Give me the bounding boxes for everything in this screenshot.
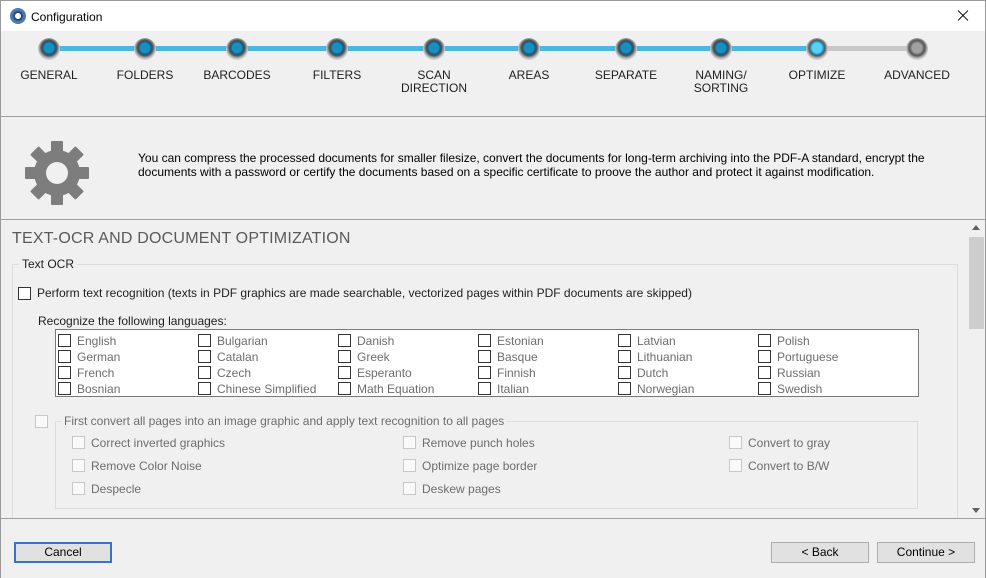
convert-to-bw-label: Convert to B/W xyxy=(748,459,830,473)
language-label: Estonian xyxy=(497,334,544,348)
language-checkbox[interactable] xyxy=(58,334,71,347)
language-label: Lithuanian xyxy=(637,350,693,364)
correct-inverted-label: Correct inverted graphics xyxy=(91,436,226,450)
language-checkbox[interactable] xyxy=(198,382,211,395)
deskew-pages-label: Deskew pages xyxy=(422,482,501,496)
gear-icon xyxy=(23,139,91,207)
language-checkbox[interactable] xyxy=(758,382,771,395)
step-label: OPTIMIZE xyxy=(788,68,846,82)
back-button[interactable]: < Back xyxy=(771,542,869,563)
cancel-button[interactable]: Cancel xyxy=(14,542,112,563)
step-filters[interactable] xyxy=(289,31,385,115)
language-checkbox[interactable] xyxy=(478,334,491,347)
language-list xyxy=(55,329,919,397)
convert-to-image-checkbox[interactable] xyxy=(35,415,48,428)
remove-punch-holes-checkbox[interactable] xyxy=(403,436,416,449)
language-label: Bosnian xyxy=(77,382,121,396)
group-label: Text OCR xyxy=(19,257,77,271)
language-label: Dutch xyxy=(637,366,669,380)
step-scan-direction[interactable] xyxy=(386,31,482,115)
language-checkbox[interactable] xyxy=(58,382,71,395)
convert-to-image-label: First convert all pages into an image graphic and apply text recognition to all pages xyxy=(61,414,507,428)
language-checkbox[interactable] xyxy=(618,350,631,363)
language-checkbox[interactable] xyxy=(478,366,491,379)
step-label: ADVANCED xyxy=(884,68,950,82)
language-label: Russian xyxy=(777,366,821,380)
step-naming-sorting[interactable] xyxy=(673,31,769,115)
language-checkbox[interactable] xyxy=(338,350,351,363)
step-label: SEPARATE xyxy=(594,68,658,82)
close-icon[interactable] xyxy=(939,1,985,31)
step-dot-icon xyxy=(326,38,348,60)
despecle-label: Despecle xyxy=(91,482,142,496)
title-bar xyxy=(1,1,985,31)
scrollbar-thumb[interactable] xyxy=(969,237,984,329)
step-label: GENERAL xyxy=(20,68,78,82)
step-separate[interactable] xyxy=(578,31,674,115)
step-label: AREAS xyxy=(508,68,550,82)
info-description: You can compress the processed documents for smaller filesize, convert the documents for long-term archiving into the PDF-A standard, encrypt the documents with a password or certify the documents based on a specific certificate to proove the author and protect it against modification. xyxy=(138,151,925,179)
language-checkbox[interactable] xyxy=(338,366,351,379)
scroll-down-icon[interactable] xyxy=(972,508,980,513)
step-areas[interactable] xyxy=(481,31,577,115)
language-checkbox[interactable] xyxy=(198,334,211,347)
window-title: Configuration xyxy=(31,10,103,24)
options-scroll-area[interactable] xyxy=(3,220,967,518)
language-label: Basque xyxy=(497,350,538,364)
step-dot-icon xyxy=(710,38,732,60)
correct-inverted-checkbox[interactable] xyxy=(72,436,85,449)
continue-button[interactable]: Continue > xyxy=(877,542,975,563)
step-dot-icon xyxy=(38,38,60,60)
vertical-scrollbar[interactable] xyxy=(968,220,985,518)
convert-to-bw-checkbox[interactable] xyxy=(729,459,742,472)
language-label: Swedish xyxy=(777,382,823,396)
scroll-up-icon[interactable] xyxy=(972,225,980,230)
language-checkbox[interactable] xyxy=(758,350,771,363)
language-checkbox[interactable] xyxy=(758,366,771,379)
button-bar xyxy=(1,519,985,578)
step-label: FOLDERS xyxy=(116,68,174,82)
language-checkbox[interactable] xyxy=(618,366,631,379)
language-checkbox[interactable] xyxy=(198,366,211,379)
optimize-page-border-checkbox[interactable] xyxy=(403,459,416,472)
app-icon xyxy=(10,8,26,24)
language-checkbox[interactable] xyxy=(618,382,631,395)
step-label: NAMING/ SORTING xyxy=(693,68,749,95)
remove-color-noise-label: Remove Color Noise xyxy=(91,459,202,473)
step-dot-icon xyxy=(906,38,928,60)
language-label: Finnish xyxy=(497,366,536,380)
languages-label: Recognize the following languages: xyxy=(38,314,227,328)
perform-ocr-checkbox[interactable] xyxy=(18,287,31,300)
language-label: Danish xyxy=(357,334,395,348)
language-checkbox[interactable] xyxy=(58,350,71,363)
language-checkbox[interactable] xyxy=(338,382,351,395)
step-general[interactable] xyxy=(1,31,97,115)
language-label: Catalan xyxy=(217,350,259,364)
step-dot-icon xyxy=(615,38,637,60)
language-checkbox[interactable] xyxy=(478,350,491,363)
language-label: French xyxy=(77,366,115,380)
remove-punch-holes-label: Remove punch holes xyxy=(422,436,535,450)
language-label: Norwegian xyxy=(637,382,695,396)
language-checkbox[interactable] xyxy=(478,382,491,395)
step-folders[interactable] xyxy=(97,31,193,115)
language-checkbox[interactable] xyxy=(58,366,71,379)
step-dot-icon xyxy=(134,38,156,60)
language-label: Portuguese xyxy=(777,350,839,364)
remove-color-noise-checkbox[interactable] xyxy=(72,459,85,472)
step-label: SCAN DIRECTION xyxy=(401,68,467,95)
language-label: Polish xyxy=(777,334,810,348)
step-dot-icon xyxy=(226,38,248,60)
language-label: Italian xyxy=(497,382,530,396)
info-panel xyxy=(1,117,985,219)
step-dot-icon xyxy=(423,38,445,60)
step-label: FILTERS xyxy=(312,68,362,82)
optimize-page-border-label: Optimize page border xyxy=(422,459,538,473)
language-label: English xyxy=(77,334,117,348)
language-label: German xyxy=(77,350,121,364)
language-label: Latvian xyxy=(637,334,676,348)
language-checkbox[interactable] xyxy=(338,334,351,347)
language-label: Chinese Simplified xyxy=(217,382,317,396)
step-barcodes[interactable] xyxy=(189,31,285,115)
section-title: TEXT-OCR AND DOCUMENT OPTIMIZATION xyxy=(12,230,351,247)
language-label: Math Equation xyxy=(357,382,435,396)
language-label: Bulgarian xyxy=(217,334,268,348)
language-checkbox[interactable] xyxy=(198,350,211,363)
step-dot-icon xyxy=(806,38,828,60)
language-checkbox[interactable] xyxy=(618,334,631,347)
language-checkbox[interactable] xyxy=(758,334,771,347)
language-label: Czech xyxy=(217,366,252,380)
despecle-checkbox[interactable] xyxy=(72,482,85,495)
language-label: Esperanto xyxy=(357,366,412,380)
step-dot-icon xyxy=(518,38,540,60)
step-advanced[interactable] xyxy=(869,31,965,115)
step-label: BARCODES xyxy=(203,68,271,82)
convert-to-gray-checkbox[interactable] xyxy=(729,436,742,449)
convert-to-gray-label: Convert to gray xyxy=(748,436,831,450)
deskew-pages-checkbox[interactable] xyxy=(403,482,416,495)
language-label: Greek xyxy=(357,350,390,364)
step-optimize[interactable] xyxy=(769,31,865,115)
wizard-stepper xyxy=(1,31,985,115)
perform-ocr-label: Perform text recognition (texts in PDF graphics are made searchable, vectorized pages within PDF documents are skipped) xyxy=(37,286,692,300)
